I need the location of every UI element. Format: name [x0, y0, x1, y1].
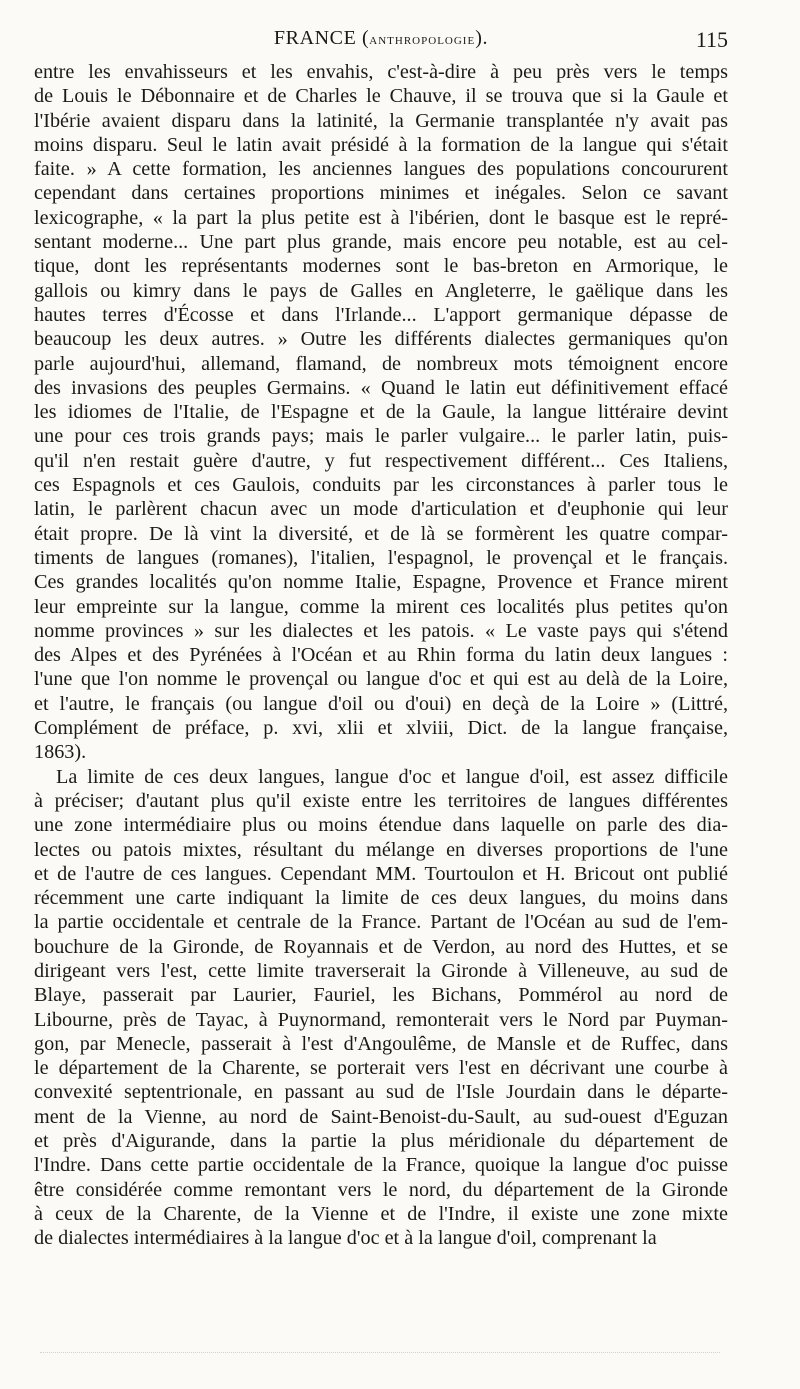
text-line: qu'il n'en restait guère d'autre, y fut respectivement différent... Ces Italiens, [34, 449, 728, 472]
text-line: être considérée comme remontant vers le nord, du département de la Gironde [34, 1178, 728, 1201]
text-line: une pour ces trois grands pays; mais le parler vulgaire... le parler latin, puis- [34, 425, 728, 448]
text-line: moins disparu. Seul le latin avait présidé à la formation de la langue qui s'était [34, 133, 728, 156]
text-line: une zone intermédiaire plus ou moins étendue dans laquelle on parle des dia- [34, 814, 728, 837]
text-line: le département de la Charente, se porterait vers l'est en décrivant une courbe à [34, 1057, 728, 1080]
text-line: et près d'Aigurande, dans la partie la plus méridionale du département de [34, 1130, 728, 1153]
text-line: de dialectes intermédiaires à la langue d'oc et à la langue d'oil, comprenant la [34, 1227, 657, 1250]
text-line: 1863). [34, 741, 87, 764]
text-line: ment de la Vienne, au nord de Saint-Benoist-du-Sault, au sud-ouest d'Eguzan [34, 1105, 728, 1128]
text-line: timents de langues (romanes), l'italien, l'espagnol, le provençal et le français. [34, 546, 728, 569]
text-line: leur empreinte sur la langue, comme la mirent ces localités plus petites qu'on [34, 595, 728, 618]
text-line: de Louis le Débonnaire et de Charles le Chauve, il se trouva que si la Gaule et [34, 85, 728, 108]
text-line: à préciser; d'autant plus qu'il existe entre les territoires de langues différentes [34, 789, 728, 812]
text-line: parle aujourd'hui, allemand, flamand, de nombreux mots témoignent encore [34, 352, 728, 375]
title-end: ). [475, 27, 489, 49]
text-line: faite. » A cette formation, les anciennes langues des populations concoururent [34, 158, 728, 181]
text-line: convexité septentrionale, en passant au sud de l'Isle Jourdain dans le départe- [34, 1081, 728, 1104]
text-line: à ceux de la Charente, de la Vienne et de l'Indre, il existe une zone mixte [34, 1202, 728, 1225]
title-main: FRANCE ( [273, 27, 370, 49]
running-title [34, 27, 728, 50]
text-line: des invasions des peuples Germains. « Quand le latin eut définitivement effacé [34, 376, 728, 399]
body-text [34, 60, 728, 1251]
text-line: l'une que l'on nomme le provençal ou langue d'oc et qui est au delà de la Loire, [34, 668, 728, 691]
text-line: beaucoup les deux autres. » Outre les différents dialectes germaniques qu'on [34, 328, 728, 351]
text-line: ces Espagnols et ces Gaulois, conduits par les circonstances à parler tous le [34, 474, 728, 497]
running-header [34, 27, 728, 57]
text-line: hautes terres d'Écosse et dans l'Irlande... L'apport germanique dépasse de [34, 303, 728, 326]
text-line: récemment une carte indiquant la limite de ces deux langues, du moins dans [34, 887, 728, 910]
page-number: 115 [695, 27, 728, 52]
text-line: nomme provinces » sur les dialectes et les patois. « Le vaste pays qui s'étend [34, 619, 728, 642]
text-line: et l'autre, le français (ou langue d'oil ou d'oui) en deçà de la Loire » (Littré, [34, 692, 728, 715]
text-line: Blaye, passerait par Laurier, Fauriel, les Bichans, Pommérol au nord de [34, 984, 728, 1007]
text-line: tique, dont les représentants modernes sont le bas-breton en Armorique, le [34, 255, 728, 278]
text-line: était propre. De là vint la diversité, et de là se formèrent les quatre compar- [34, 522, 728, 545]
title-smallcaps: anthropologie [369, 31, 476, 48]
text-line: l'Indre. Dans cette partie occidentale de la France, quoique la langue d'oc puisse [34, 1154, 728, 1177]
text-line: lexicographe, « la part la plus petite est à l'ibérien, dont le basque est le repré- [34, 206, 728, 229]
text-line: gallois ou kimry dans le pays de Galles en Angleterre, le gaëlique dans les [34, 279, 728, 302]
text-line: Ces grandes localités qu'on nomme Italie, Espagne, Provence et France mirent [34, 571, 728, 594]
scan-artifact [40, 1352, 720, 1357]
text-line: latin, le parlèrent chacun avec un mode d'articulation et d'euphonie qui leur [34, 498, 728, 521]
text-line: l'Ibérie avaient disparu dans la latinité, la Germanie transplantée n'y avait pas [34, 109, 728, 132]
text-line: les idiomes de l'Italie, de l'Espagne et de la Gaule, la langue littéraire devint [34, 401, 728, 424]
text-line: la partie occidentale et centrale de la France. Partant de l'Océan au sud de l'em- [34, 911, 728, 934]
text-line: cependant dans certaines proportions minimes et inégales. Selon ce savant [34, 182, 728, 205]
text-line: La limite de ces deux langues, langue d'oc et langue d'oil, est assez difficile [56, 765, 728, 788]
text-line: entre les envahisseurs et les envahis, c'est-à-dire à peu près vers le temps [34, 61, 728, 83]
text-line: lectes ou patois mixtes, résultant du mélange en diverses proportions de l'une [34, 838, 728, 861]
text-line: Libourne, près de Tayac, à Puynormand, remonterait vers le Nord par Puyman- [34, 1008, 728, 1031]
text-line: sentant moderne... Une part plus grande, mais encore peu notable, est au cel- [34, 231, 728, 254]
text-line: gon, par Menecle, passerait à l'est d'Angoulême, de Mansle et de Ruffec, dans [34, 1032, 728, 1055]
text-line: Complément de préface, p. xvi, xlii et xlviii, Dict. de la langue française, [34, 717, 728, 740]
text-line: dirigeant vers l'est, cette limite traverserait la Gironde à Villeneuve, au sud de [34, 959, 728, 982]
text-line: et de l'autre de ces langues. Cependant MM. Tourtoulon et H. Bricout ont publié [34, 862, 728, 885]
text-line: des Alpes et des Pyrénées à l'Océan et au Rhin forma du latin deux langues : [34, 644, 728, 667]
text-line: bouchure de la Gironde, de Royannais et de Verdon, au nord des Huttes, et se [34, 935, 728, 958]
